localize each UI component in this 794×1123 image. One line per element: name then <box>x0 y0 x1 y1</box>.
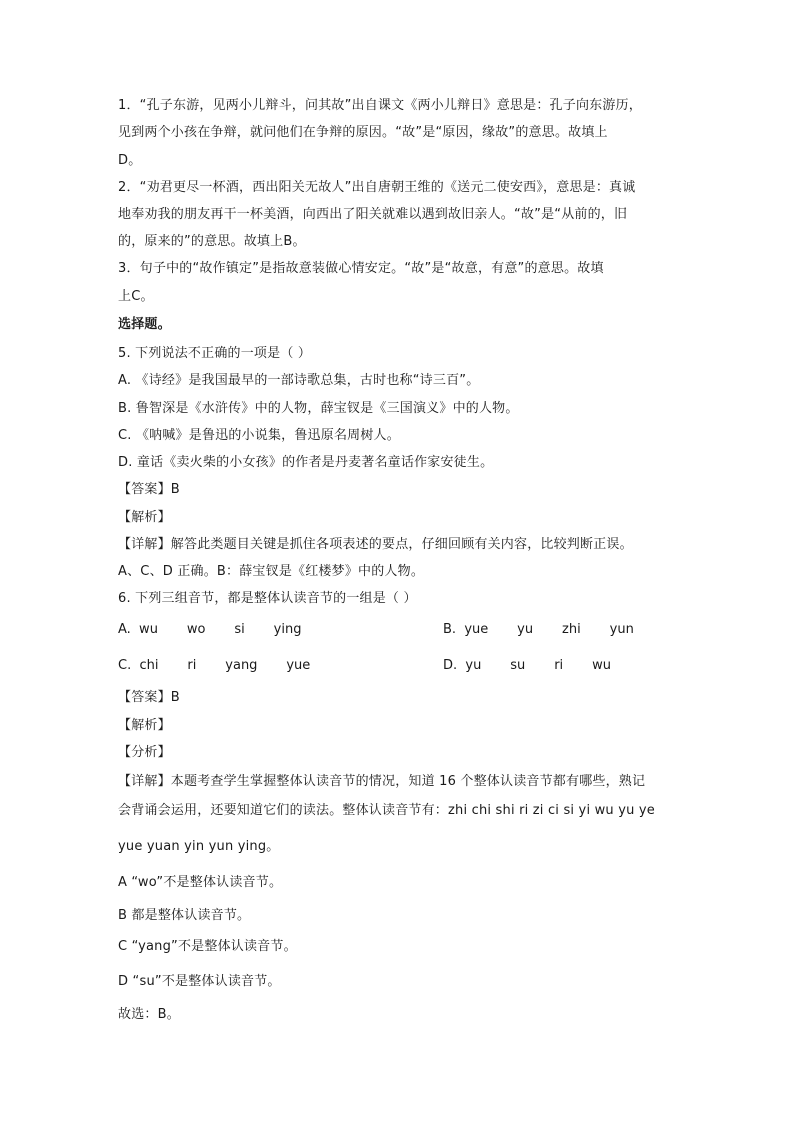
explanation-line: 1．“孔子东游，见两小儿辩斗，问其故”出自课文《两小儿辩日》意思是：孔子向东游历， <box>118 98 642 113</box>
question-6-option-a: A. wu wo si ying <box>118 622 302 637</box>
question-6-option-b: B. yue yu zhi yun <box>443 622 634 637</box>
question-5-option-c: C. 《呐喊》是鲁迅的小说集，鲁迅原名周树人。 <box>118 428 400 443</box>
question-6-note-d: D “su”不是整体认读音节。 <box>118 974 281 989</box>
question-5-answer: 【答案】B <box>118 482 180 497</box>
explanation-line: 地奉劝我的朋友再干一杯美酒，向西出了阳关就难以遇到故旧亲人。“故”是“从前的，旧 <box>118 207 628 222</box>
explanation-line: 上C。 <box>118 289 154 304</box>
section-title: 选择题。 <box>118 317 171 332</box>
question-6-detail: 会背诵会运用，还要知道它们的读法。整体认读音节有：zhi chi shi ri zi ci si yi wu yu ye <box>118 803 655 818</box>
question-6-option-d: D. yu su ri wu <box>443 658 611 673</box>
question-5-option-a: A. 《诗经》是我国最早的一部诗歌总集，古时也称“诗三百”。 <box>118 373 480 388</box>
question-5-stem: 5. 下列说法不正确的一项是（ ） <box>118 346 312 361</box>
explanation-line: 2．“劝君更尽一杯酒，西出阳关无故人”出自唐朝王维的《送元二使安西》，意思是：真诚 <box>118 180 636 195</box>
question-5-option-b: B. 鲁智深是《水浒传》中的人物，薛宝钗是《三国演义》中的人物。 <box>118 401 519 416</box>
question-6-analysis-label: 【解析】 <box>118 718 171 733</box>
question-6-answer: 【答案】B <box>118 690 180 705</box>
question-6-conclusion: 故选：B。 <box>118 1007 180 1022</box>
question-6-detail: 【详解】本题考查学生掌握整体认读音节的情况，知道 16 个整体认读音节都有哪些，熟记 <box>118 774 646 789</box>
question-5-detail: A、C、D 正确。B：薛宝钗是《红楼梦》中的人物。 <box>118 564 425 579</box>
explanation-line: 的，原来的”的意思。故填上B。 <box>118 234 306 249</box>
question-6-detail: yue yuan yin yun ying。 <box>118 839 280 854</box>
question-6-option-c: C. chi ri yang yue <box>118 658 311 673</box>
question-6-stem: 6. 下列三组音节，都是整体认读音节的一组是（ ） <box>118 591 417 606</box>
question-5-detail: 【详解】解答此类题目关键是抓住各项表述的要点，仔细回顾有关内容，比较判断正误。 <box>118 537 633 552</box>
explanation-line: 3．句子中的“故作镇定”是指故意装做心情安定。“故”是“故意，有意”的意思。故填 <box>118 261 604 276</box>
explanation-line: D。 <box>118 153 142 168</box>
question-6-fenxi-label: 【分析】 <box>118 745 171 760</box>
question-6-note-a: A “wo”不是整体认读音节。 <box>118 875 283 890</box>
question-5-option-d: D. 童话《卖火柴的小女孩》的作者是丹麦著名童话作家安徒生。 <box>118 455 494 470</box>
question-6-note-c: C “yang”不是整体认读音节。 <box>118 939 297 954</box>
explanation-line: 见到两个小孩在争辩，就问他们在争辩的原因。“故”是“原因，缘故”的意思。故填上 <box>118 125 608 140</box>
question-6-note-b: B 都是整体认读音节。 <box>118 908 251 923</box>
question-5-analysis-label: 【解析】 <box>118 510 171 525</box>
